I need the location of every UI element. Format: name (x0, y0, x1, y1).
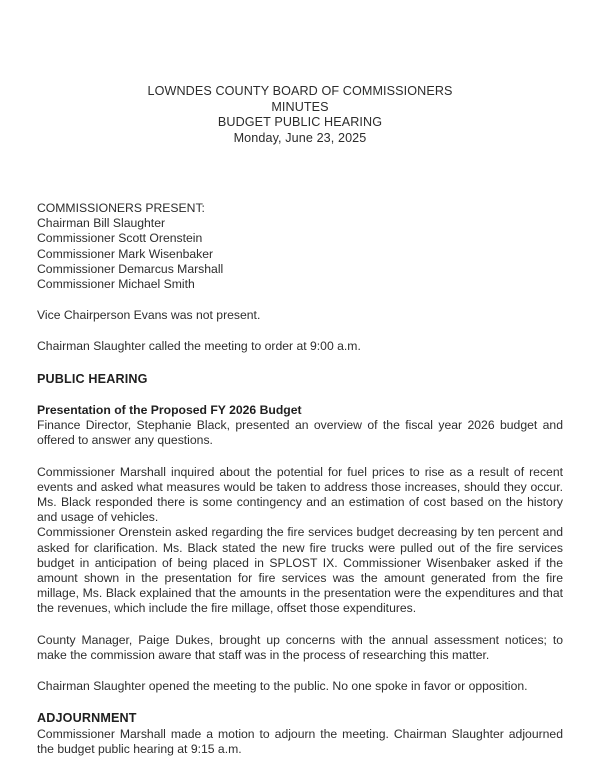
attendee-commissioner-wisenbaker: Commissioner Mark Wisenbaker (37, 246, 214, 261)
header-line-organization: LOWNDES COUNTY BOARD OF COMMISSIONERS (147, 84, 453, 98)
paragraph-budget-presentation-intro: Finance Director, Stephanie Black, presented an overview of the fiscal year 2026 budget and offered to answer any questions. (37, 418, 563, 448)
paragraph-commissioner-marshall-fuel: Commissioner Marshall inquired about the potential for fuel prices to rise as a result of recent events and asked what measures would be taken to address those increases, should they occur. Ms. Black responded there is some contingency and an estimation of cost based on the history and usage of vehicles. (37, 464, 563, 525)
subheading-budget-presentation: Presentation of the Proposed FY 2026 Budget (37, 403, 302, 418)
section-heading-public-hearing: PUBLIC HEARING (37, 371, 148, 386)
call-to-order-note: Chairman Slaughter called the meeting to order at 9:00 a.m. (37, 339, 361, 354)
paragraph-commissioner-orenstein-fire-services: Commissioner Orenstein asked regarding the fire services budget decreasing by ten percent and asked for clarification. Ms. Black stated the new fire trucks were pulled out of the fire services budget in anticipation of being placed in SPLOST IX. Commissioner Wisenbaker asked if the amount shown in the presentation for fire services was the amount generated from the fire millage, Ms. Black explained that the amounts in the presentation were the expenditures and that the revenues, which include the fire millage, offset those expenditures. (37, 525, 563, 616)
document-content (37, 0, 563, 757)
document-header (37, 84, 563, 146)
paragraph-adjournment: Commissioner Marshall made a motion to adjourn the meeting. Chairman Slaughter adjourned the budget public hearing at 9:15 a.m. (37, 726, 563, 756)
paragraph-public-comment: Chairman Slaughter opened the meeting to the public. No one spoke in favor or opposition. (37, 679, 528, 694)
attendance-label: COMMISSIONERS PRESENT: (37, 201, 205, 215)
header-line-meeting-type: BUDGET PUBLIC HEARING (217, 115, 383, 129)
header-line-doctype: MINUTES (271, 99, 329, 114)
paragraph-county-manager-assessment: County Manager, Paige Dukes, brought up concerns with the annual assessment notices; to make the commission aware that staff was in the process of researching this matter. (37, 632, 563, 662)
attendee-commissioner-marshall: Commissioner Demarcus Marshall (37, 261, 224, 276)
header-line-date: Monday, June 23, 2025 (233, 130, 367, 145)
attendee-commissioner-orenstein: Commissioner Scott Orenstein (37, 231, 203, 246)
absent-note: Vice Chairperson Evans was not present. (37, 308, 261, 323)
section-heading-adjournment: ADJOURNMENT (37, 711, 137, 726)
attendance-section (37, 201, 563, 292)
attendee-commissioner-smith: Commissioner Michael Smith (37, 277, 195, 292)
attendee-chairman: Chairman Bill Slaughter (37, 216, 166, 231)
